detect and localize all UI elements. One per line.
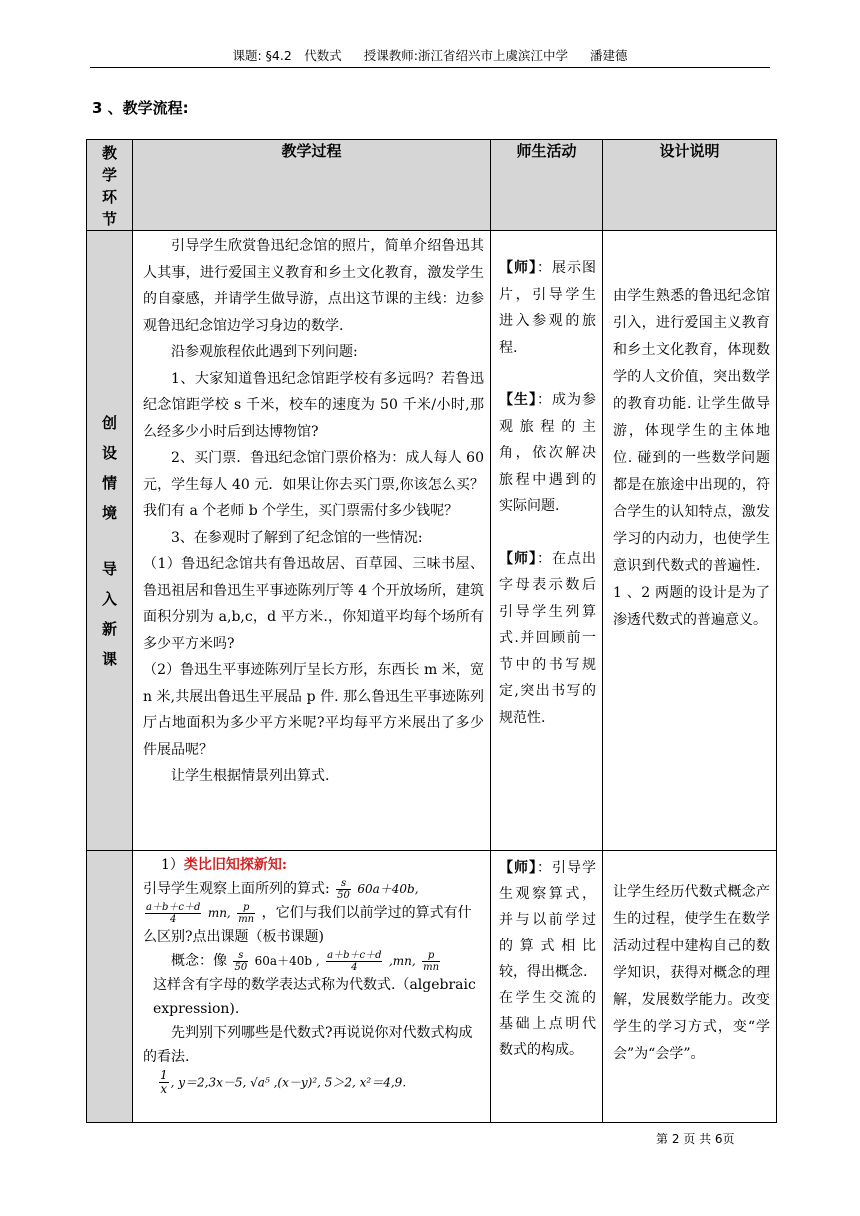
design-text: 由学生熟悉的鲁迅纪念馆引入，进行爱国主义教育和乡土文化教育，体现数学的人文价值，突出数学的教育功能. 让学生做导游，体现学生的主体地位. 碰到的一些数学问题都是在旅途中出现的，符合学生的认知特点，激发学习的内动力，也使学生意识到代数式的普遍性． 1 、2 两题的设计是为了渗透代数式的普遍意义。 [613,288,770,628]
stage-char: 创 [101,413,117,432]
design-cell [603,231,777,851]
design-text: 让学生经历代数式概念产生的过程，使学生在数学活动过程中建构自己的数学知识，获得对概念的理解，发展数学能力。改变学生的学习方式，变“学会”为“会学”。 [613,884,770,1062]
activity-text: 在学生交流的基础上点明代数式的构成。 [499,990,596,1058]
fraction-sum-over-4: $\frac{a+b+c+d}{4}$ [327,949,382,973]
observe-text: 引导学生观察上面所列的算式: [143,881,330,897]
process-paragraph: 3、在参观时了解到了纪念馆的一些情况: [171,529,423,546]
concept-expr: 60a＋40b , [254,954,320,968]
activity-cell [491,851,603,1123]
header-activity: 师生活动 [491,140,603,231]
step-title: 类比旧知探新知: [183,857,288,873]
stage-char: 入 [101,589,117,608]
judge-question: 先判别下列哪些是代数式?再说说你对代数式构成的看法. [143,1025,473,1065]
activity-text: ：成为参观旅程的主角，依次解决旅程中遇到的实际问题. [499,392,596,514]
concept-definition: 这样含有字母的数学表达式称为代数式.（algebraic expression). [153,977,476,1017]
page-header [90,46,770,68]
expression-list-tail: , y＝2,3x－5, √a⁵ ,(x－y)², 5＞2, x²＝4,9. [170,1075,407,1090]
header-stage-char: 环 [101,188,117,206]
concept-lead: 概念：像 [171,953,227,969]
activity-text: ：引导学生观察算式，并与以前学过的算式相比较，得出概念. [499,860,596,980]
fraction-p-over-mn: $\frac{p}{mn}$ [423,949,440,973]
activity-tag: 【师】 [499,550,537,567]
expr-60a-40b: 60a＋40b, [357,882,419,896]
table-row [87,231,777,851]
fraction-sum-over-4: $\frac{a+b+c+d}{4}$ [146,901,201,925]
page-footer: 第 2 页 共 6页 [656,1132,735,1146]
table-header-row [87,140,777,231]
activity-item [499,546,596,732]
stage-char: 情 [101,473,117,492]
process-paragraph: （1）鲁迅纪念馆共有鲁迅故居、百草园、三味书屋、鲁迅祖居和鲁迅生平事迹陈列厅等 4 个开放场所，建筑面积分别为 a,b,c，d 平方米.，你知道平均每个场所有多少平方米吗? [143,556,484,652]
stage-char: 导 [101,559,117,578]
process-paragraph: 沿参观旅程依此遇到下列问题: [171,344,358,360]
table-row [87,851,777,1123]
fraction-1-over-x: $\frac{1}{x}$ [160,1068,168,1096]
process-paragraph: 引导学生欣赏鲁迅纪念馆的照片，简单介绍鲁迅其人其事，进行爱国主义教育和乡土文化教育，激发学生的自豪感，并请学生做导游，点出这节课的主线：边参观鲁迅纪念馆边学习身边的数学. [143,238,484,334]
stage-char: 课 [101,649,117,668]
activity-text: ：在点出字母表示数后引导学生列算式.并回顾前一节中的书写规定,突出书写的规范性. [499,550,596,726]
step-number: 1） [161,857,184,873]
stage-char: 设 [101,443,117,462]
concept-mn: ,mn, [388,954,416,968]
observe-line [143,877,484,901]
teaching-flow-table [86,139,777,1123]
stage-char: 新 [101,619,117,638]
header-name: 潘建德 [590,48,628,63]
stage-label-empty [87,851,133,1123]
header-design: 设计说明 [603,140,777,231]
header-process: 教学过程 [133,140,491,231]
fraction-s-over-50: $\frac{s}{50}$ [234,949,248,973]
fraction-s-over-50: $\frac{s}{50}$ [337,877,350,901]
process-paragraph: 2、买门票．鲁迅纪念馆门票价格为：成人每人 60 元，学生每人 40 元．如果让你去买门票,你该怎么买？我们有 a 个老师 b 个学生，买门票需付多少钱呢？ [143,450,484,519]
header-stage-char: 节 [101,210,117,228]
step-heading [143,853,484,877]
process-cell [133,851,491,1123]
header-stage-char: 学 [101,166,117,184]
header-stage-char: 教 [101,144,117,162]
header-teacher: 授课教师:浙江省绍兴市上虞滨江中学 [363,48,569,63]
observe-line-2 [143,901,484,949]
expr-mn: mn, [207,906,231,920]
stage-char: 境 [101,503,117,522]
activity-text: ：展示图片，引导学生进入参观的旅程. [499,260,596,356]
activity-tag: 【师】 [499,260,537,276]
design-cell [603,851,777,1123]
expression-list [143,1069,484,1096]
stage-label-intro [87,231,133,851]
process-paragraph: 1、大家知道鲁迅纪念馆距学校有多远吗？若鲁迅纪念馆距学校 s 千米，校车的速度为 50 千米/小时,那么经多少小时后到达博物馆? [143,370,484,440]
process-paragraph: （2）鲁迅生平事迹陈列厅呈长方形，东西长 m 米，宽 n 米,共展出鲁迅生平展品 p 件. 那么鲁迅生平事迹陈列厅占地面积为多少平方米呢?平均每平方米展出了多少件展品呢？ [143,662,484,758]
section-title: 3 、教学流程: [92,99,189,117]
process-paragraph: 让学生根据情景列出算式. [171,768,330,784]
activity-item [499,855,596,985]
concept-line [143,949,484,973]
activity-item [499,255,596,361]
fraction-p-over-mn: $\frac{p}{mn}$ [238,901,255,925]
process-cell [133,231,491,851]
activity-tag: 【生】 [499,392,537,408]
activity-item [499,387,596,520]
header-stage [87,140,133,231]
activity-cell [491,231,603,851]
observe-tail: ，它们与我们以前学过的算式有什么区别?点出课题（板书课题) [143,905,472,945]
header-course: 课题: §4.2 代数式 [232,48,342,63]
activity-tag: 【师】 [499,860,537,876]
